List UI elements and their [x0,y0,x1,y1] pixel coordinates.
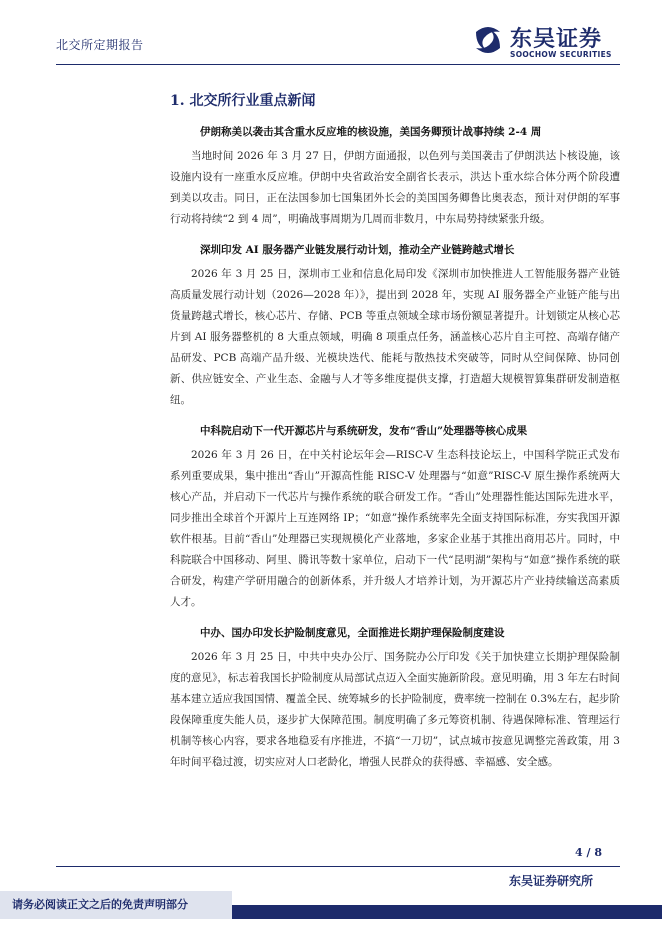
logo-text-en: SOOCHOW SECURITIES [510,50,612,59]
page-number: 4 / 8 [575,846,602,859]
disclaimer-banner: 请务必阅读正文之后的免责声明部分 [0,891,232,919]
news-item [170,619,620,773]
news-item [170,236,620,411]
news-heading: 深圳印发 AI 服务器产业链发展行动计划，推动全产业链跨越式增长 [200,244,515,256]
header-divider [56,64,620,65]
report-type-label: 北交所定期报告 [56,38,144,52]
company-logo [470,20,620,62]
news-body: 2026 年 3 月 25 日，中共中央办公厅、国务院办公厅印发《关于加快建立长期护理保险制度的意见》，标志着我国长护险制度从局部试点迈入全面实施新阶段。意见明确，用 3 年左右时间基本建立适应我国国情、覆盖全民、统筹城乡的长护险制度，费率统一控制在 0.3%左右，起步阶段保障重度失能人员，逐步扩大保障范围。制度明确了多元筹资机制、待遇保障标准、管理运行机制等核心内容，要求各地稳妥有序推进，不搞“一刀切”，试点城市按意见调整完善政策，用 3 年时间平稳过渡，切实应对人口老龄化，增强人民群众的获得感、幸福感、安全感。 [170,651,621,768]
news-heading: 伊朗称美以袭击其含重水反应堆的核设施，美国务卿预计战事持续 2-4 周 [200,126,542,138]
footer-stripe [232,905,662,919]
news-heading: 中办、国办印发长护险制度意见，全面推进长期护理保险制度建设 [200,627,505,639]
news-body: 当地时间 2026 年 3 月 27 日，伊朗方面通报，以色列与美国袭击了伊朗洪达卜核设施，该设施内设有一座重水反应堆。伊朗中央省政治安全副省长表示，洪达卜重水综合体分两个阶段遭到美以攻击。同日，正在法国参加七国集团外长会的美国国务卿鲁比奥表态，预计对伊朗的军事行动将持续“2 到 4 周”，明确战事周期为几周而非数月，中东局势持续紧张升级。 [170,150,620,225]
news-body: 2026 年 3 月 25 日，深圳市工业和信息化局印发《深圳市加快推进人工智能服务器产业链高质量发展行动计划（2026—2028 年）》，提出到 2028 年，实现 AI 服务器全产业链产能与出货量跨越式增长，核心芯片、存储、PCB 等重点领域全球市场份额显著提升。计划锁定从核心芯片到 AI 服务器整机的 8 大重点领域，明确 8 项重点任务，涵盖核心芯片自主可控、高端存储产品研发、PCB 高端产品升级、光模块迭代、能耗与散热技术突破等，同时从空间保障、协同创新、供应链安全、产业生态、金融与人才等多维度提供支撑，打造超大规模智算集群研发制造枢纽。 [170,268,620,406]
footer-divider [56,866,620,867]
footer-org-name: 东吴证券研究所 [509,874,594,888]
logo-mark-icon [470,22,506,58]
news-item [170,118,620,230]
news-item [170,417,620,613]
logo-text-cn: 东吴证券 [510,27,603,52]
news-heading: 中科院启动下一代开源芯片与系统研发，发布“香山”处理器等核心成果 [200,425,528,437]
section-title: 1. 北交所行业重点新闻 [170,93,316,109]
news-body: 2026 年 3 月 26 日，在中关村论坛年会—RISC-V 生态科技论坛上，中国科学院正式发布系列重要成果，集中推出“香山”开源高性能 RISC-V 处理器与“如意”RISC-V 原生操作系统两大核心产品，并启动下一代芯片与操作系统的联合研发工作。“香山”处理器性能达国际先进水平，同步推出全球首个开源片上互连网络 IP；“如意”操作系统率先全面支持国际标准，夯实我国开源软件根基。目前“香山”处理器已实现规模化产业落地，多家企业基于其推出商用芯片。同时，中科院联合中国移动、阿里、腾讯等数十家单位，启动下一代“昆明湖”架构与“如意”操作系统的联合研发，构建产学研用融合的创新体系，并升级人才培养计划，为开源芯片产业持续输送高素质人才。 [170,449,620,608]
news-list [170,118,620,779]
